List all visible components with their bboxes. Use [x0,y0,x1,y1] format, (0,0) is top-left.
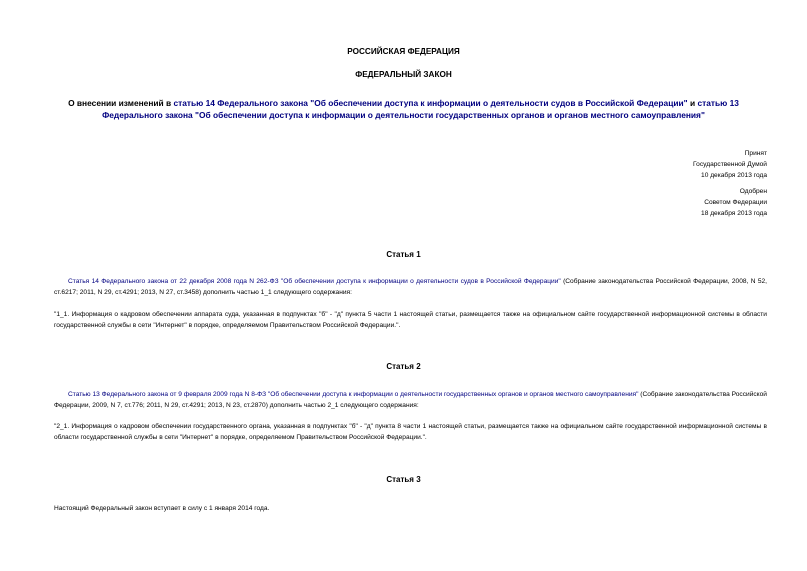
article-1-heading: Статья 1 [386,250,421,259]
adopted-label: Принят [744,150,767,157]
article-1-text: (Собрание законодательства Российской Федерации, 2008, N 52, ст.6217; 2011, N 29, ст.4291; 2013, N 27, ст.3458) дополнить частью 1_1 следующего содержания: [54,278,768,296]
article-2-quote [54,421,767,443]
article-1-link[interactable]: Статья 14 Федерального закона от 22 декабря 2008 года N 262-ФЗ "Об обеспечении доступа к информации о деятельности судов в Российской Федерации" [68,278,561,285]
article-1-quote [54,309,767,331]
article-2-quote-text: "2_1. Информация о кадровом обеспечении государственного органа, указанная в подпунктах "б" - "д" пункта 8 части 1 настоящей статьи, размещается также на официальном сайте государственной информационной системы в области государственной службы в сети "Интернет" в порядке, определяемом Правительством Российской Федерации.". [54,423,767,441]
article-3-body: Настоящий Федеральный закон вступает в силу с 1 января 2014 года. [54,505,270,512]
title-link-article-13[interactable]: статью 13 Федерального закона "Об обеспечении доступа к информации о деятельности государственных органов и органов местного самоуправления" [102,98,739,120]
approval-block [701,186,767,219]
approved-by: Советом Федерации [704,199,767,206]
approved-label: Одобрен [739,188,767,195]
article-1-quote-text: "1_1. Информация о кадровом обеспечении аппарата суда, указанная в подпунктах "б" - "д" пункта 5 части 1 настоящей статьи, размещается также на официальном сайте государственной информационной системы в области государственной службы в сети "Интернет" в порядке, определяемом Правительством Российской Федерации.". [54,311,767,329]
title-conjunction: и [687,98,698,108]
title-link-article-14[interactable]: статью 14 Федерального закона "Об обеспечении доступа к информации о деятельности судов в Российской Федерации" [173,98,688,108]
article-2-heading: Статья 2 [386,362,421,371]
adopted-by: Государственной Думой [693,161,767,168]
adopted-date: 10 декабря 2013 года [701,172,767,179]
approved-date: 18 декабря 2013 года [701,210,767,217]
title-prefix: О внесении изменений в [68,98,174,108]
law-title [40,97,767,121]
adoption-block [693,148,767,181]
article-2-link[interactable]: Статью 13 Федерального закона от 9 февраля 2009 года N 8-ФЗ "Об обеспечении доступа к информации о деятельности государственных органов и органов местного самоуправления" [68,391,639,398]
article-3-heading: Статья 3 [386,475,421,484]
article-2-body [54,389,767,411]
document-type-heading: ФЕДЕРАЛЬНЫЙ ЗАКОН [355,70,452,79]
article-2-text: (Собрание законодательства Российской Федерации, 2009, N 7, ст.776; 2011, N 29, ст.4291; 2013, N 23, ст.2870) дополнить частью 2_1 следующего содержания: [54,391,767,409]
article-1-body [54,276,767,298]
country-heading: РОССИЙСКАЯ ФЕДЕРАЦИЯ [347,47,460,56]
